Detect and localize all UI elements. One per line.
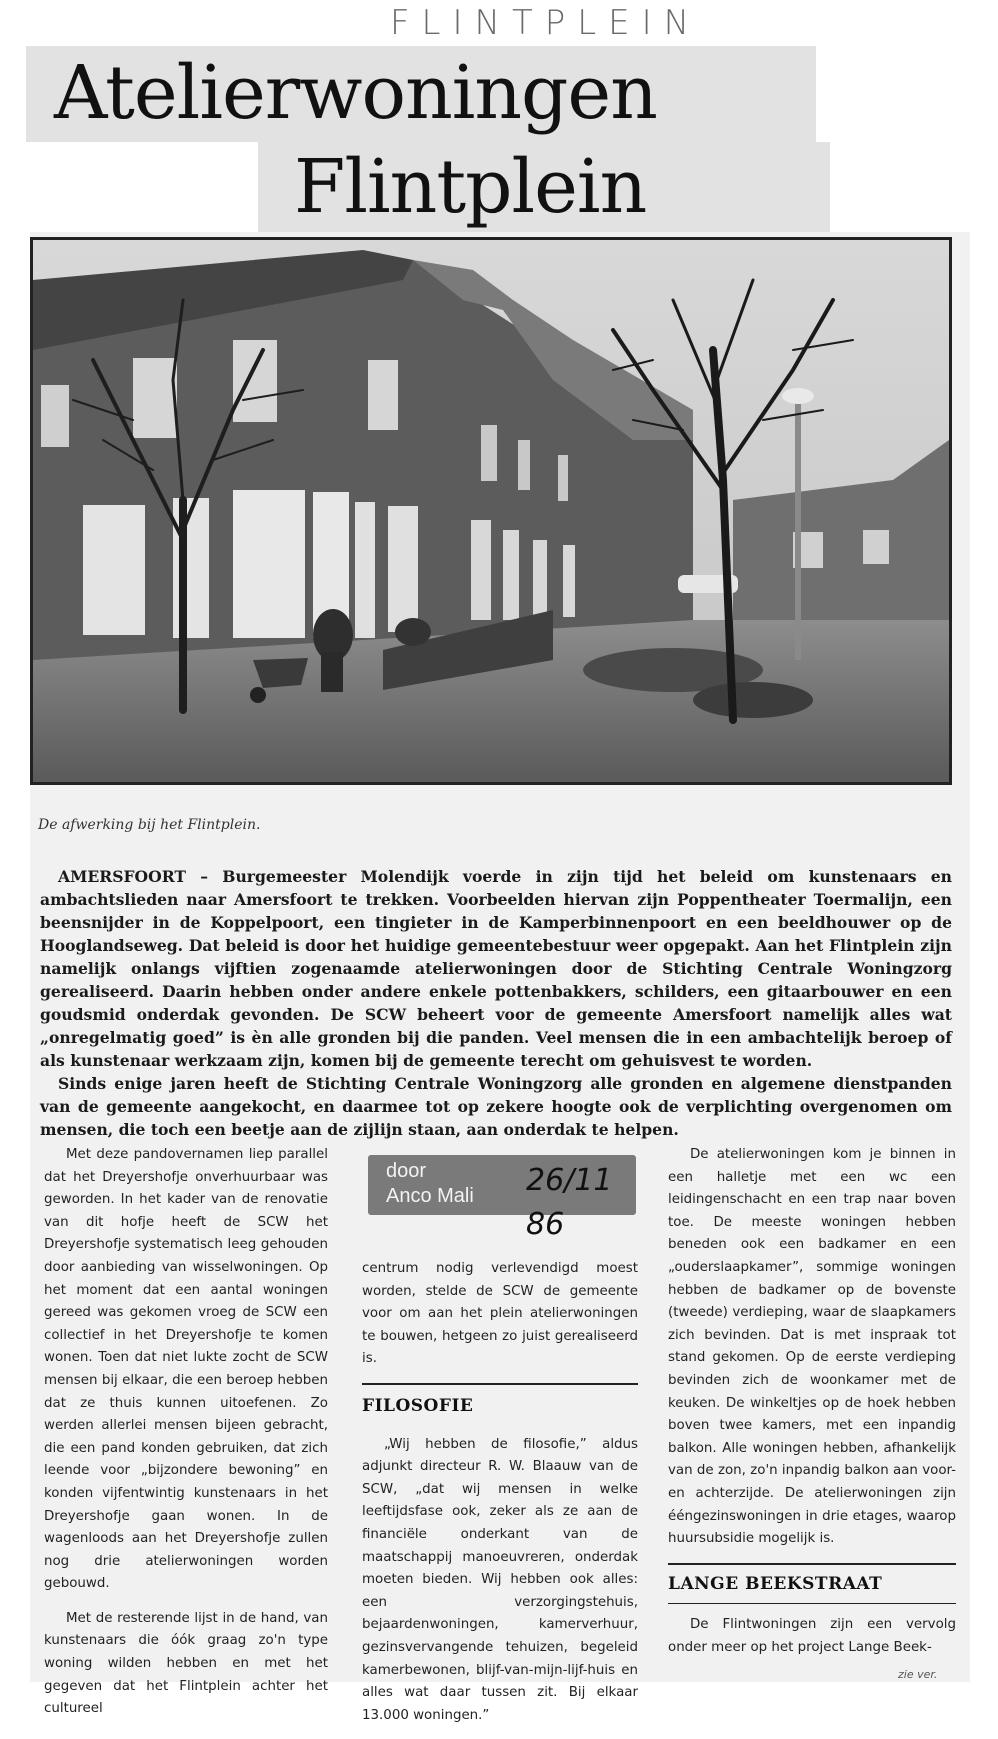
col3-subhead-rule-bottom — [668, 1603, 956, 1604]
column-3 — [668, 1144, 956, 1671]
byline-handwritten-date: 26/11 86 — [526, 1163, 613, 1242]
column-2 — [362, 1258, 638, 1739]
col3-subhead-rule-top — [668, 1563, 956, 1565]
headline-line1-box — [26, 46, 816, 142]
headline-line2: Flintplein — [294, 144, 647, 230]
col1-paragraph-1: Met deze pandovernamen liep parallel dat het Dreyershofje onverhuurbaar was geworden. In het kader van de renovatie van dit hofje heeft de SCW het Dreyershofje systematisch leeg gehouden door aanbieding van wisselwoningen. Op het moment dat een aantal woningen gereed was gekomen vroeg de SCW een collectief in het Dreyershofje te komen wonen. Toen dat niet lukte zocht de SCW mensen bij elkaar, die een beroep hebben dat ze thuis kunnen uitoefenen. Zo werden allerlei mensen bijeen gebracht, die een pand konden gebruiken, dat zich leende voor „bijzondere bewoning” en konden vijfentwintig kunstenaars in het Dreyershofje gaan wonen. In de wagenloods aan het Dreyershofje zullen nog drie atelierwoningen worden gebouwd. — [44, 1147, 328, 1592]
col1-paragraph-2: Met de resterende lijst in de hand, van kunstenaars die óók graag zo'n type woning wilden hebben en met het gegeven dat het Flintplein achter het cultureel — [44, 1610, 328, 1717]
col2-body: „Wij hebben de filosofie,” aldus adjunkt directeur R. W. Blaauw van de SCW, „dat wij mensen in welke leeftijdsfase ook, zeker als ze aan de financiële onderkant van de maatschappij manoeuvreren, onderdak moeten bieden. Wij hebben ook alles: een verzorgingstehuis, bejaardenwoningen, kamerverhuur, gezinsvervangende tehuizen, begeleid kamerbewonen, blijf-van-mijn-lijf-huis en alles wat daar tussen zit. Bij elkaar 13.000 woningen.” — [362, 1436, 638, 1723]
col3-tail: De Flintwoningen zijn een vervolg onder meer op het project Lange Beek- — [668, 1617, 956, 1655]
lead-paragraph-1: AMERSFOORT – Burgemeester Molendijk voerde in zijn tijd het beleid om kunstenaars en ambachtslieden naar Amersfoort te trekken. Voorbeelden hiervan zijn Poppentheater Toermalijn, een beensnijder in de Koppelpoort, een tingieter in de Kamperbinnenpoort en een beeldhouwer op de Hooglandseweg. Dat beleid is door het huidige gemeentebestuur weer opgepakt. Aan het Flintplein zijn namelijk onlangs vijftien zogenaamde atelierwoningen door de Stichting Centrale Woningzorg gerealiseerd. Daarin hebben onder andere enkele pottenbakkers, schilders, een gitaarbouwer en een goudsmid onderdak gevonden. De SCW beheert voor de gemeente Amersfoort namelijk alles wat „onregelmatig goed” is èn alle gronden bij die panden. Veel mensen die in een ambachtelijk beroep of als kunstenaar werkzaam zijn, komen bij de gemeente terecht om gehuisvest te worden. — [40, 867, 952, 1070]
col2-subhead-rule — [362, 1383, 638, 1385]
handwritten-corner-note: zie ver. — [898, 1668, 938, 1681]
col3-subhead: LANGE BEEKSTRAAT — [668, 1573, 883, 1594]
col2-subhead: FILOSOFIE — [362, 1395, 474, 1416]
lead-text — [40, 865, 952, 1141]
headline-line2-box — [258, 142, 830, 236]
byline-prefix: door — [386, 1160, 427, 1182]
col3-body: De atelierwoningen kom je binnen in een halletje met een wc een leidingenschacht en een trap naar boven toe. De meeste woningen hebben beneden ook een badkamer en een „ouderslaapkamer”, sommige woningen hebben de badkamer op de bovenste (tweede) verdieping, waar de slaapkamers zich bevinden. Dat is met inspraak tot stand gekomen. Op de eerste verdieping bevinden zich de woonkamer met de keuken. De winkeltjes op de hoek hebben boven twee kamers, met een inpandig balkon. Alle woningen hebben, afhankelijk van de zon, zo'n inpandig balkon aan voor- en achterzijde. De atelierwoningen zijn ééngezinswoningen in drie etages, waarop huursubsidie mogelijk is. — [668, 1147, 956, 1547]
byline-author: Anco Mali — [386, 1185, 474, 1207]
col2-continuation: centrum nodig verlevendigd moest worden, stelde de SCW de gemeente voor om aan het plein atelierwoningen te bouwen, hetgeen zo juist gerealiseerd is. — [362, 1261, 638, 1367]
column-1 — [44, 1144, 328, 1733]
photo-caption: De afwerking bij het Flintplein. — [38, 817, 261, 833]
lead-paragraph-2: Sinds enige jaren heeft de Stichting Centrale Woningzorg alle gronden en algemene dienstpanden van de gemeente aangekocht, en daarmee tot op zekere hoogte ook de verplichting overgenomen om mensen, die toch een beetje aan de zijlijn staan, aan onderdak te helpen. — [40, 1074, 952, 1139]
news-photo — [30, 237, 952, 785]
handwritten-header-note: FLINTPLEIN — [390, 3, 702, 43]
byline-author-block — [386, 1159, 474, 1209]
headline-line1: Atelierwoningen — [54, 50, 657, 136]
photo-illustration — [33, 240, 949, 782]
byline-box — [368, 1155, 636, 1242]
